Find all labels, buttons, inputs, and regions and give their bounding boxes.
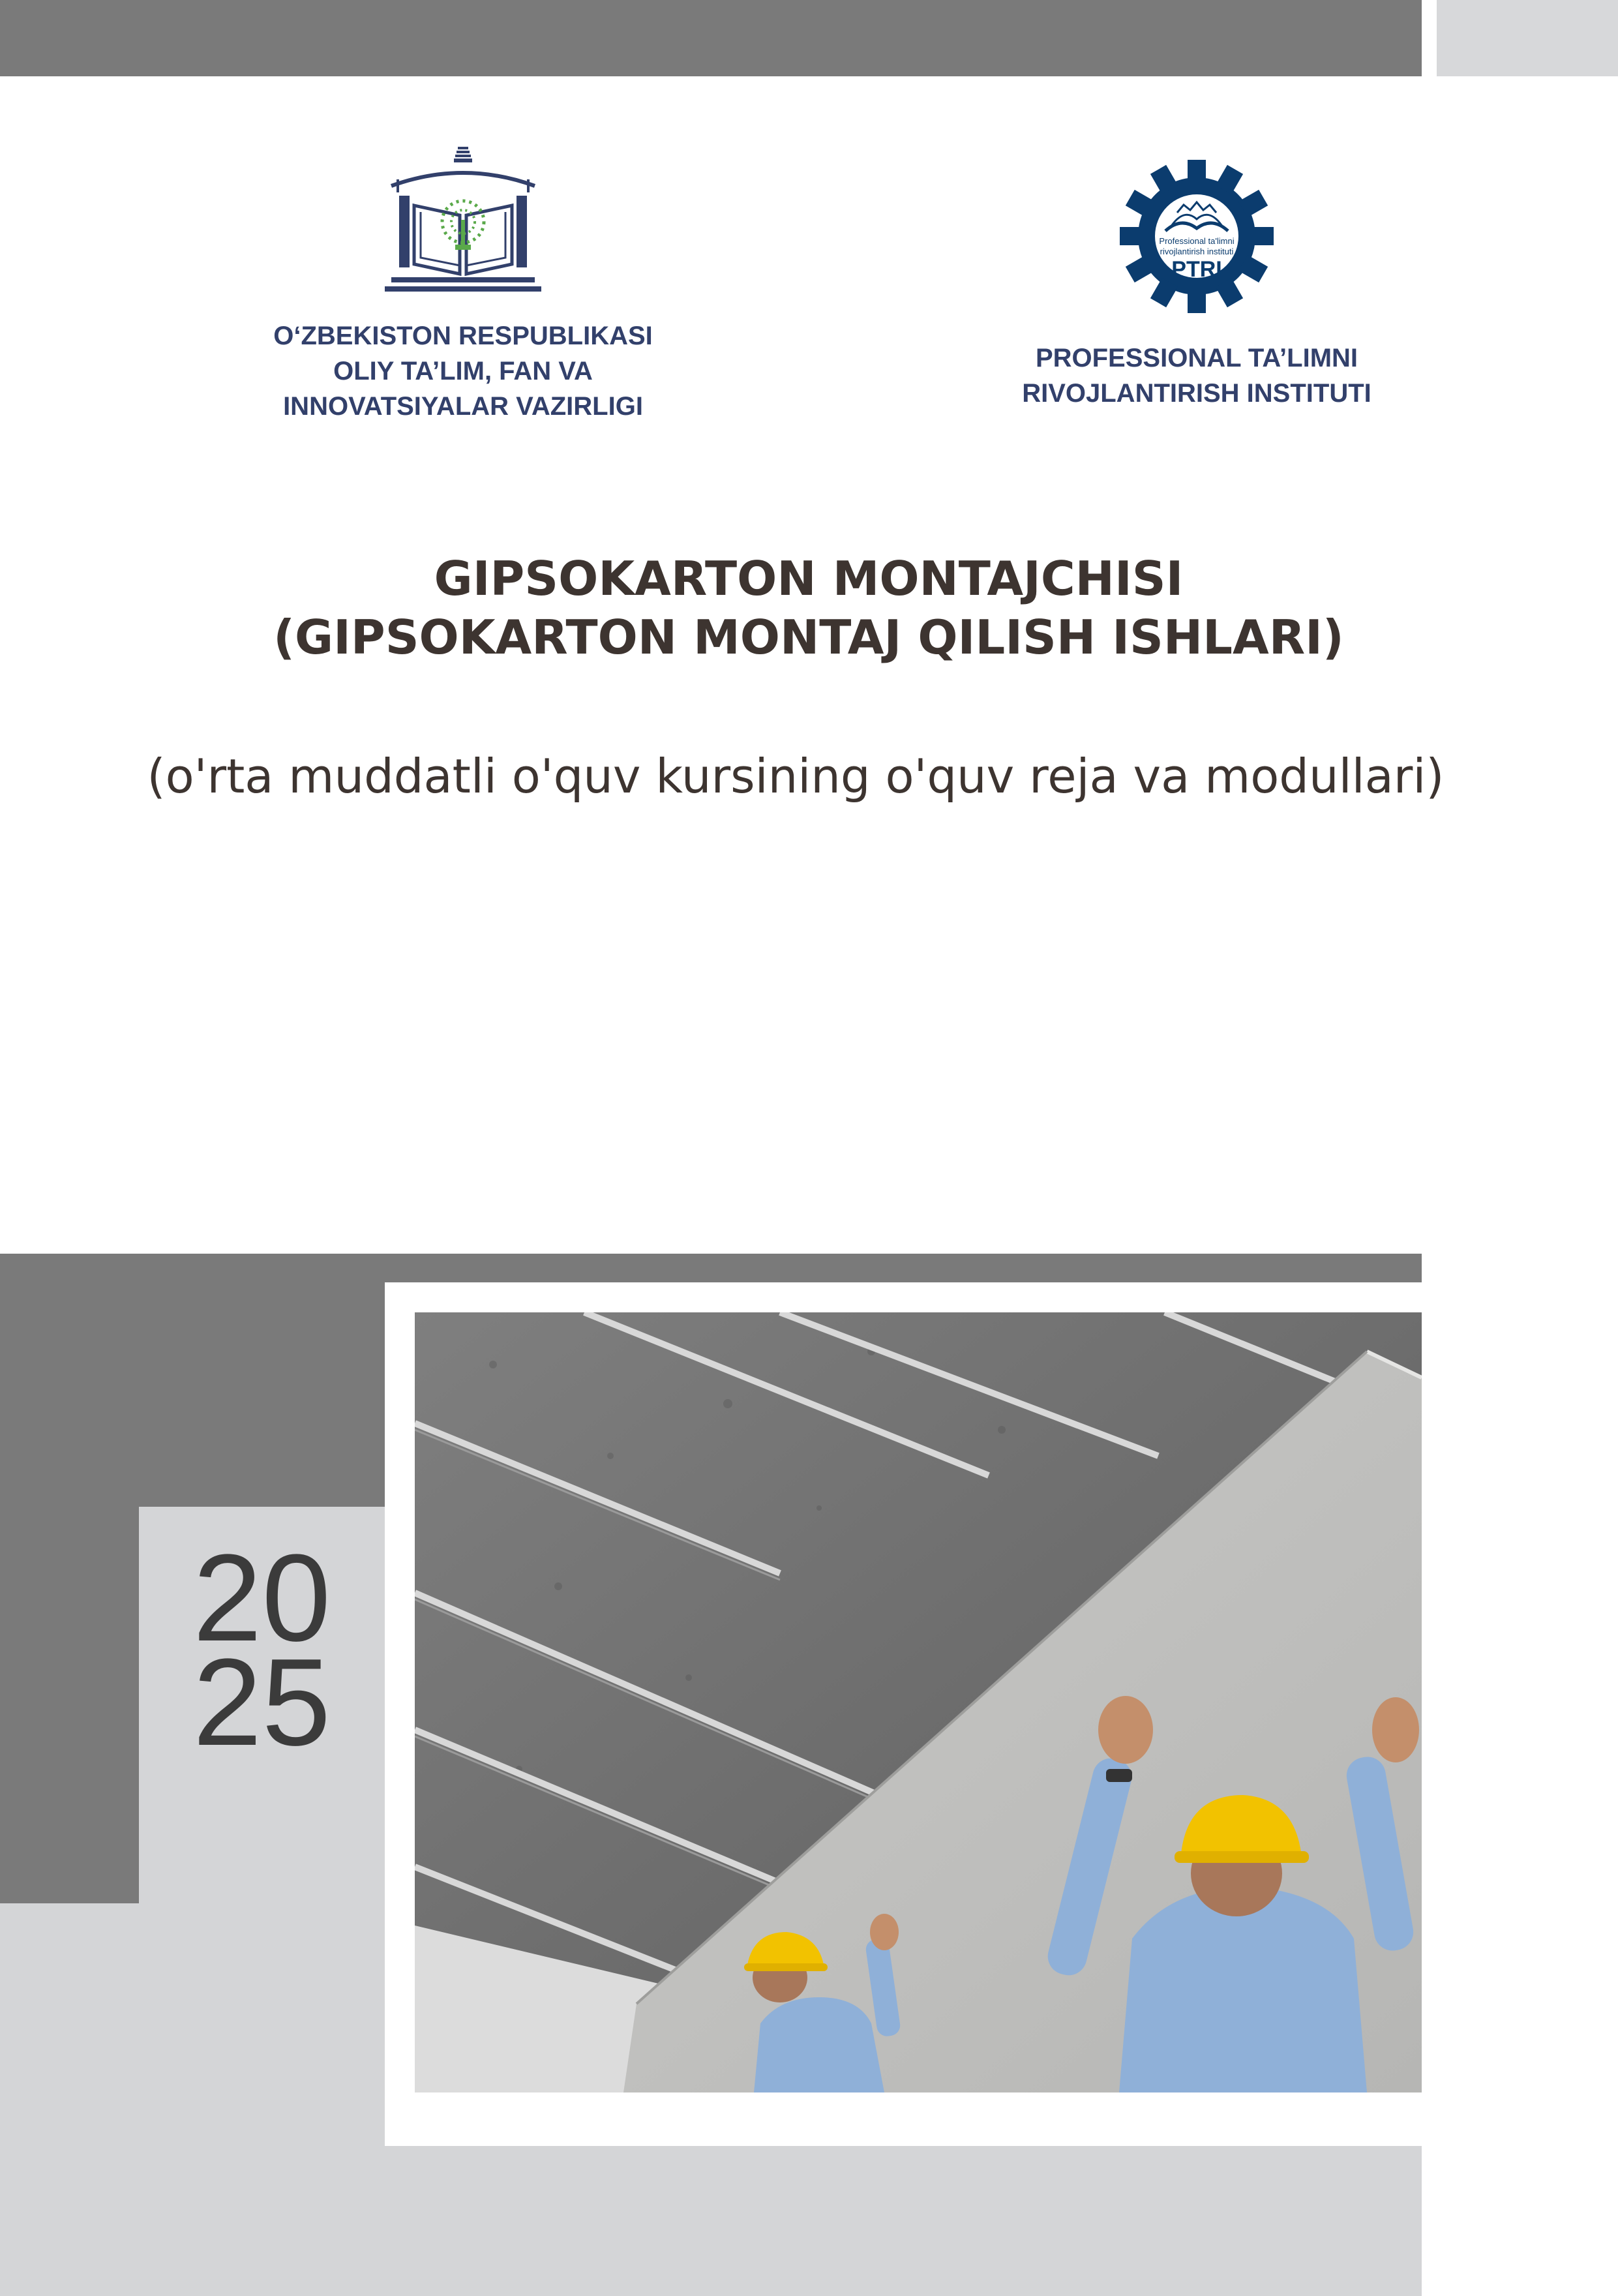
ptri-logo-text-1: Professional ta'limni	[1159, 236, 1235, 246]
cover-photo	[415, 1312, 1422, 2092]
year-part-2: 25	[192, 1633, 331, 1772]
institute-name-line-2: RIVOJLANTIRISH INSTITUTI	[1022, 379, 1371, 408]
ministry-name	[215, 318, 711, 424]
ptri-gear-icon	[1115, 160, 1278, 313]
ptri-logo-text-3: PTRI	[1171, 257, 1222, 282]
ptri-logo-text-2: rivojlantirish instituti	[1160, 247, 1234, 256]
ministry-name-line-2: OLIY TA’LIM, FAN VA	[333, 357, 593, 385]
page-title	[91, 549, 1526, 667]
title-line-1: GIPSOKARTON MONTAJCHISI	[434, 551, 1184, 606]
title-line-2: (GIPSOKARTON MONTAJ QILISH ISHLARI)	[273, 610, 1344, 665]
top-bar-dark	[0, 0, 1422, 76]
ministry-name-line-3: INNOVATSIYALAR VAZIRLIGI	[283, 392, 643, 421]
bottom-block-light	[385, 2146, 1422, 2296]
ministry-emblem-icon	[385, 147, 541, 297]
institute-name	[939, 340, 1454, 411]
year-part-1: 20	[192, 1529, 331, 1667]
ministry-name-line-1: O‘ZBEKISTON RESPUBLIKASI	[273, 322, 653, 350]
institute-name-line-1: PROFESSIONAL TA’LIMNI	[1035, 344, 1358, 372]
top-bar-light	[1437, 0, 1618, 76]
page-subtitle: (o'rta muddatli o'quv kursining o'quv reja va modullari)	[147, 749, 1445, 804]
year-label	[139, 1529, 385, 1772]
